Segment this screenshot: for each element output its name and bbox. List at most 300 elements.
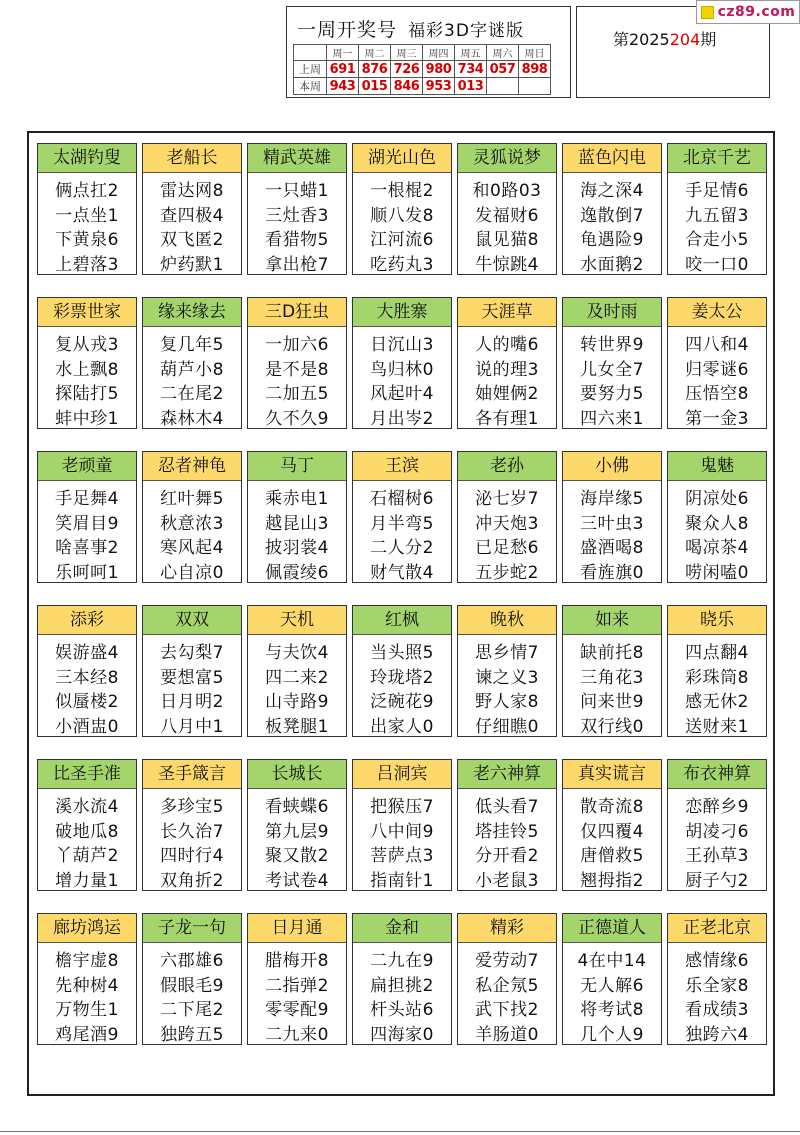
- riddle-line: 羊肠道0: [475, 1024, 539, 1045]
- riddle-line: 腊梅开8: [265, 951, 329, 971]
- riddle-line: 日月明2: [160, 692, 224, 712]
- riddle-card-title: 天机: [248, 606, 346, 635]
- riddle-line: 将考试8: [580, 1000, 644, 1020]
- riddle-line: 越昆山3: [265, 513, 329, 534]
- riddle-card-title: 红枫: [353, 606, 451, 635]
- riddle-line: 日沉山3: [370, 335, 434, 355]
- riddle-line: 复从戎3: [55, 335, 119, 355]
- this-week-row: [294, 78, 551, 95]
- riddle-card: [667, 297, 767, 429]
- riddle-lines: [458, 789, 556, 893]
- riddle-line: 喝凉茶4: [685, 538, 749, 558]
- riddle-line: 看旌旗0: [580, 562, 644, 583]
- riddle-card: [352, 605, 452, 737]
- riddle-lines: [563, 173, 661, 277]
- weekday-label: 周二: [359, 45, 391, 61]
- riddle-card-title: 王滨: [353, 452, 451, 481]
- riddle-line: 说的理3: [475, 359, 539, 380]
- riddle-line: 海岸缘5: [580, 489, 644, 509]
- riddle-lines: [38, 635, 136, 739]
- riddle-line: 双飞匿2: [160, 230, 224, 250]
- riddle-line: 第一金3: [685, 408, 749, 429]
- riddle-line: 谏之义3: [475, 667, 539, 688]
- riddle-line: 把猴压7: [370, 797, 434, 817]
- riddle-line: 逸散倒7: [580, 205, 644, 226]
- riddle-card-title: 大胜寨: [353, 298, 451, 327]
- riddle-card-title: 彩票世家: [38, 298, 136, 327]
- riddle-line: 二下尾2: [160, 1000, 224, 1020]
- riddle-line: 压悟空8: [685, 384, 749, 404]
- riddle-line: 拿出枪7: [265, 254, 329, 275]
- riddle-line: 吃药丸3: [370, 254, 434, 275]
- riddle-line: 四点翻4: [685, 643, 749, 663]
- riddle-line: 二加五5: [265, 384, 329, 404]
- riddle-line: 合走小5: [685, 230, 749, 250]
- riddle-line: 三本经8: [55, 667, 119, 688]
- riddle-lines: [38, 173, 136, 277]
- draw-number: 943: [327, 78, 359, 95]
- riddle-line: 披羽裳4: [265, 538, 329, 558]
- riddle-card: [142, 451, 242, 583]
- riddle-card: [457, 759, 557, 891]
- riddle-line: 四六来1: [580, 408, 644, 429]
- riddle-line: 心自凉0: [160, 562, 224, 583]
- riddle-line: 三角花3: [580, 667, 644, 688]
- riddle-card-title: 双双: [143, 606, 241, 635]
- riddle-card-title: 真实谎言: [563, 760, 661, 789]
- riddle-line: 无人解6: [580, 975, 644, 996]
- draw-number: 691: [327, 61, 359, 78]
- riddle-lines: [353, 173, 451, 277]
- riddle-line: 仅四覆4: [580, 821, 644, 842]
- draw-number: 846: [391, 78, 423, 95]
- riddle-lines: [458, 943, 556, 1047]
- riddle-line: 山寺路9: [265, 692, 329, 712]
- riddle-lines: [668, 481, 766, 585]
- riddle-card: [142, 913, 242, 1045]
- riddle-lines: [668, 943, 766, 1047]
- riddle-line: 二人分2: [370, 538, 434, 558]
- riddle-line: 四海家0: [370, 1024, 434, 1045]
- riddle-line: 各有理1: [475, 408, 539, 429]
- riddle-line: 小酒盅0: [55, 716, 119, 737]
- riddle-line: 厨子勺2: [685, 870, 749, 891]
- riddle-line: 零零配9: [265, 1000, 329, 1020]
- riddle-card: [247, 759, 347, 891]
- lottery-header-panel: [286, 6, 571, 98]
- riddle-line: 王孙草3: [685, 846, 749, 866]
- riddle-lines: [248, 327, 346, 431]
- riddle-card-title: 太湖钓叟: [38, 144, 136, 173]
- weekday-label: 周三: [391, 45, 423, 61]
- riddle-card-title: 如来: [563, 606, 661, 635]
- riddle-line: 小老鼠3: [475, 870, 539, 891]
- riddle-line: 泌七岁7: [475, 489, 539, 509]
- riddle-line: 二九在9: [370, 951, 434, 971]
- riddle-card-title: 灵狐说梦: [458, 144, 556, 173]
- riddle-line: 葫芦小8: [160, 359, 224, 380]
- corner-cell: [294, 45, 327, 61]
- draw-number: 980: [423, 61, 455, 78]
- riddle-line: 三叶虫3: [580, 513, 644, 534]
- riddle-line: 财气散4: [370, 562, 434, 583]
- riddle-line: 缺前托8: [580, 643, 644, 663]
- riddle-lines: [458, 481, 556, 585]
- riddle-card-title: 正老北京: [668, 914, 766, 943]
- riddle-line: 牛惊跳4: [475, 254, 539, 275]
- row-label: 本周: [294, 78, 327, 95]
- riddle-line: 独跨六4: [685, 1024, 749, 1045]
- riddle-line: 和0路03: [472, 181, 542, 201]
- riddle-card-title: 小佛: [563, 452, 661, 481]
- riddle-line: 探陆打5: [55, 384, 119, 404]
- riddle-line: 野人家8: [475, 692, 539, 712]
- riddle-line: 聚众人8: [685, 513, 749, 534]
- riddle-line: 啥喜事2: [55, 538, 119, 558]
- riddle-line: 玲珑塔2: [370, 667, 434, 688]
- draw-number: 953: [423, 78, 455, 95]
- riddle-line: 手足舞4: [55, 489, 119, 509]
- riddle-line: 指南针1: [370, 870, 434, 891]
- riddle-line: 三灶香3: [265, 205, 329, 226]
- riddle-line: 假眼毛9: [160, 975, 224, 996]
- riddle-line: 乘赤电1: [265, 489, 329, 509]
- riddle-line: 八中间9: [370, 821, 434, 842]
- riddle-line: 是不是8: [265, 359, 329, 380]
- riddle-line: 看猎物5: [265, 230, 329, 250]
- riddle-line: 二指弹2: [265, 975, 329, 996]
- riddle-line: 一只蜡1: [265, 181, 329, 201]
- riddle-card-title: 吕洞宾: [353, 760, 451, 789]
- riddle-card: [562, 297, 662, 429]
- riddle-card: [667, 913, 767, 1045]
- riddle-card: [667, 605, 767, 737]
- riddle-lines: [353, 635, 451, 739]
- riddle-card: [247, 451, 347, 583]
- riddle-line: 二九来0: [265, 1024, 329, 1045]
- riddle-line: 鸡尾酒9: [55, 1024, 119, 1045]
- riddle-card-title: 添彩: [38, 606, 136, 635]
- riddle-line: 顺八发8: [370, 205, 434, 226]
- riddle-lines: [248, 635, 346, 739]
- riddle-card-title: 金和: [353, 914, 451, 943]
- riddle-lines: [248, 943, 346, 1047]
- draw-number: [519, 78, 551, 95]
- weekday-label: 周四: [423, 45, 455, 61]
- riddle-lines: [38, 943, 136, 1047]
- riddle-lines: [668, 789, 766, 893]
- riddle-card: [37, 759, 137, 891]
- riddle-line: 长久治7: [160, 821, 224, 842]
- riddle-line: 水面鹅2: [580, 254, 644, 275]
- weekday-label: 周六: [487, 45, 519, 61]
- riddle-line: 几个人9: [580, 1024, 644, 1045]
- riddle-line: 双行线0: [580, 716, 644, 737]
- riddle-line: 儿女全7: [580, 359, 644, 380]
- header-title-line: [297, 15, 524, 42]
- issue-highlight-number: 204: [669, 30, 701, 49]
- riddle-card: [247, 605, 347, 737]
- riddle-card-title: 老六神算: [458, 760, 556, 789]
- riddle-line: 溪水流4: [55, 797, 119, 817]
- riddle-line: 仔细瞧0: [475, 716, 539, 737]
- riddle-card: [37, 913, 137, 1045]
- riddle-card: [352, 451, 452, 583]
- draw-number: 013: [455, 78, 487, 95]
- riddle-line: 笑眉目9: [55, 513, 119, 534]
- riddle-card: [247, 297, 347, 429]
- riddle-card: [37, 143, 137, 275]
- riddle-card-title: 天涯草: [458, 298, 556, 327]
- riddle-card-title: 老孙: [458, 452, 556, 481]
- riddle-line: 要努力5: [580, 384, 644, 404]
- riddle-line: 归零谜6: [685, 359, 749, 380]
- riddle-card-title: 老船长: [143, 144, 241, 173]
- riddle-card-title: 圣手箴言: [143, 760, 241, 789]
- riddle-card-title: 精武英雄: [248, 144, 346, 173]
- riddle-line: 八月中1: [160, 716, 224, 737]
- riddle-line: 鸟归林0: [370, 359, 434, 380]
- riddle-line: 转世界9: [580, 335, 644, 355]
- riddle-line: 咬一口0: [685, 254, 749, 275]
- site-logo-icon: [701, 6, 714, 19]
- riddle-card-title: 马丁: [248, 452, 346, 481]
- weekday-label: 周五: [455, 45, 487, 61]
- riddle-line: 翘拇指2: [580, 870, 644, 891]
- riddle-line: 要想富5: [160, 667, 224, 688]
- riddle-line: 下黄泉6: [55, 230, 119, 250]
- riddle-card: [457, 297, 557, 429]
- riddle-line: 已足愁6: [475, 538, 539, 558]
- riddle-line: 五步蛇2: [475, 562, 539, 583]
- riddle-card-title: 子龙一句: [143, 914, 241, 943]
- riddle-line: 低头看7: [475, 797, 539, 817]
- issue-prefix: 第2025: [613, 30, 670, 49]
- riddle-line: 思乡情7: [475, 643, 539, 663]
- riddle-line: 爱劳动7: [475, 951, 539, 971]
- riddle-line: 乐全家8: [685, 975, 749, 996]
- riddle-line: 送财来1: [685, 716, 749, 737]
- riddle-line: 一点坐1: [55, 205, 119, 226]
- riddle-line: 唐僧救5: [580, 846, 644, 866]
- riddle-card: [142, 143, 242, 275]
- riddle-line: 四八和4: [685, 335, 749, 355]
- riddle-line: 秋意浓3: [160, 513, 224, 534]
- riddle-card-title: 蓝色闪电: [563, 144, 661, 173]
- weekday-label: 周日: [519, 45, 551, 61]
- riddle-card-title: 长城长: [248, 760, 346, 789]
- header-subtitle: 福彩3D字谜版: [408, 21, 524, 41]
- riddle-line: 妯娌俩2: [475, 384, 539, 404]
- riddle-line: 龟遇险9: [580, 230, 644, 250]
- riddle-lines: [248, 173, 346, 277]
- riddle-line: 先种树4: [55, 975, 119, 996]
- draw-number: 734: [455, 61, 487, 78]
- riddle-card: [562, 913, 662, 1045]
- riddle-line: 考试卷4: [265, 870, 329, 891]
- riddle-line: 彩珠筒8: [685, 667, 749, 688]
- riddle-line: 佩霞绫6: [265, 562, 329, 583]
- riddle-lines: [38, 789, 136, 893]
- riddle-line: 水上飘8: [55, 359, 119, 380]
- riddle-card-title: 北京千艺: [668, 144, 766, 173]
- riddle-card: [37, 605, 137, 737]
- riddle-line: 塔挂铃5: [475, 821, 539, 842]
- riddle-lines: [143, 943, 241, 1047]
- riddle-card: [142, 297, 242, 429]
- riddle-line: 月出岑2: [370, 408, 434, 429]
- riddle-line: 杆头站6: [370, 1000, 434, 1020]
- riddle-line: 六郡雄6: [160, 951, 224, 971]
- page-divider: [0, 1131, 800, 1132]
- weekly-results-table: [293, 44, 551, 95]
- riddle-card: [247, 143, 347, 275]
- riddle-line: 胡凌刁6: [685, 821, 749, 842]
- riddle-lines: [143, 635, 241, 739]
- riddle-card-title: 姜太公: [668, 298, 766, 327]
- riddle-line: 与夫饮4: [265, 643, 329, 663]
- riddle-lines: [668, 635, 766, 739]
- site-watermark-text: cz89.com: [717, 4, 796, 20]
- weekday-label: 周一: [327, 45, 359, 61]
- riddle-card-title: 精彩: [458, 914, 556, 943]
- riddle-line: 4在中14: [577, 951, 647, 971]
- riddle-card-title: 忍者神龟: [143, 452, 241, 481]
- riddle-line: 菩萨点3: [370, 846, 434, 866]
- riddle-line: 武下找2: [475, 1000, 539, 1020]
- riddle-card-title: 正德道人: [563, 914, 661, 943]
- riddle-lines: [458, 327, 556, 431]
- riddle-line: 俩点扛2: [55, 181, 119, 201]
- riddle-line: 发福财6: [475, 205, 539, 226]
- riddle-lines: [143, 173, 241, 277]
- riddle-card: [247, 913, 347, 1045]
- issue-suffix: 期: [700, 30, 717, 49]
- riddle-line: 问来世9: [580, 692, 644, 712]
- riddle-card: [37, 451, 137, 583]
- riddle-line: 多珍宝5: [160, 797, 224, 817]
- riddle-line: 一根棍2: [370, 181, 434, 201]
- weekday-header-row: [294, 45, 551, 61]
- riddle-line: 森林木4: [160, 408, 224, 429]
- riddle-line: 似蜃楼2: [55, 692, 119, 712]
- riddle-card: [562, 605, 662, 737]
- riddle-line: 感无休2: [685, 692, 749, 712]
- riddle-card: [667, 451, 767, 583]
- riddle-card-title: 三D狂虫: [248, 298, 346, 327]
- riddle-line: 风起叶4: [370, 384, 434, 404]
- riddle-lines: [563, 789, 661, 893]
- riddle-line: 二在尾2: [160, 384, 224, 404]
- riddle-card-title: 晓乐: [668, 606, 766, 635]
- draw-number: [487, 78, 519, 95]
- riddle-line: 蚌中珍1: [55, 408, 119, 429]
- riddle-card: [667, 759, 767, 891]
- riddle-line: 泛碗花9: [370, 692, 434, 712]
- riddle-lines: [248, 789, 346, 893]
- riddle-line: 丫葫芦2: [55, 846, 119, 866]
- riddle-line: 四时行4: [160, 846, 224, 866]
- riddle-card: [352, 297, 452, 429]
- riddle-lines: [143, 481, 241, 585]
- riddle-card-title: 缘来缘去: [143, 298, 241, 327]
- riddle-card-title: 晚秋: [458, 606, 556, 635]
- last-week-row: [294, 61, 551, 78]
- riddle-line: 冲天炮3: [475, 513, 539, 534]
- riddle-card: [457, 605, 557, 737]
- riddle-line: 双角折2: [160, 870, 224, 891]
- riddle-lines: [353, 943, 451, 1047]
- riddle-line: 看蛱蝶6: [265, 797, 329, 817]
- riddle-line: 一加六6: [265, 335, 329, 355]
- riddle-lines: [668, 327, 766, 431]
- riddle-line: 出家人0: [370, 716, 434, 737]
- riddle-lines: [38, 481, 136, 585]
- riddle-card: [562, 451, 662, 583]
- riddle-line: 当头照5: [370, 643, 434, 663]
- riddle-card: [142, 759, 242, 891]
- riddle-line: 去勾梨7: [160, 643, 224, 663]
- riddle-card-title: 比圣手准: [38, 760, 136, 789]
- riddle-line: 上碧落3: [55, 254, 119, 275]
- riddle-line: 鼠见猫8: [475, 230, 539, 250]
- riddle-line: 查四极4: [160, 205, 224, 226]
- riddle-lines: [563, 481, 661, 585]
- riddle-line: 增力量1: [55, 870, 119, 891]
- riddle-lines: [458, 173, 556, 277]
- riddle-lines: [353, 789, 451, 893]
- riddle-line: 板凳腿1: [265, 716, 329, 737]
- riddle-line: 独跨五5: [160, 1024, 224, 1045]
- draw-number: 876: [359, 61, 391, 78]
- riddle-line: 私企氖5: [475, 975, 539, 996]
- riddle-card-title: 湖光山色: [353, 144, 451, 173]
- riddle-lines: [143, 789, 241, 893]
- riddle-lines: [563, 635, 661, 739]
- riddle-lines: [353, 481, 451, 585]
- riddle-line: 扁担挑2: [370, 975, 434, 996]
- draw-number: 057: [487, 61, 519, 78]
- riddle-card: [457, 451, 557, 583]
- draw-number: 015: [359, 78, 391, 95]
- riddle-lines: [668, 173, 766, 277]
- riddle-card: [457, 143, 557, 275]
- riddle-line: 破地瓜8: [55, 821, 119, 842]
- riddle-line: 乐呵呵1: [55, 562, 119, 583]
- riddle-card: [562, 143, 662, 275]
- riddle-line: 月半弯5: [370, 513, 434, 534]
- riddle-line: 海之深4: [580, 181, 644, 201]
- riddle-line: 红叶舞5: [160, 489, 224, 509]
- riddle-card: [352, 759, 452, 891]
- riddle-lines: [353, 327, 451, 431]
- riddle-card: [457, 913, 557, 1045]
- riddle-line: 檐宇虚8: [55, 951, 119, 971]
- riddle-card-title: 老顽童: [38, 452, 136, 481]
- riddle-card: [562, 759, 662, 891]
- riddle-card-title: 鬼魅: [668, 452, 766, 481]
- riddle-line: 阴凉处6: [685, 489, 749, 509]
- riddle-line: 散奇流8: [580, 797, 644, 817]
- header-title: 一周开奖号: [297, 19, 398, 41]
- riddle-line: 娱游盛4: [55, 643, 119, 663]
- site-watermark[interactable]: [696, 0, 800, 24]
- riddle-card: [37, 297, 137, 429]
- riddle-card: [352, 143, 452, 275]
- riddle-line: 石榴树6: [370, 489, 434, 509]
- riddle-line: 复几年5: [160, 335, 224, 355]
- riddle-card-title: 日月通: [248, 914, 346, 943]
